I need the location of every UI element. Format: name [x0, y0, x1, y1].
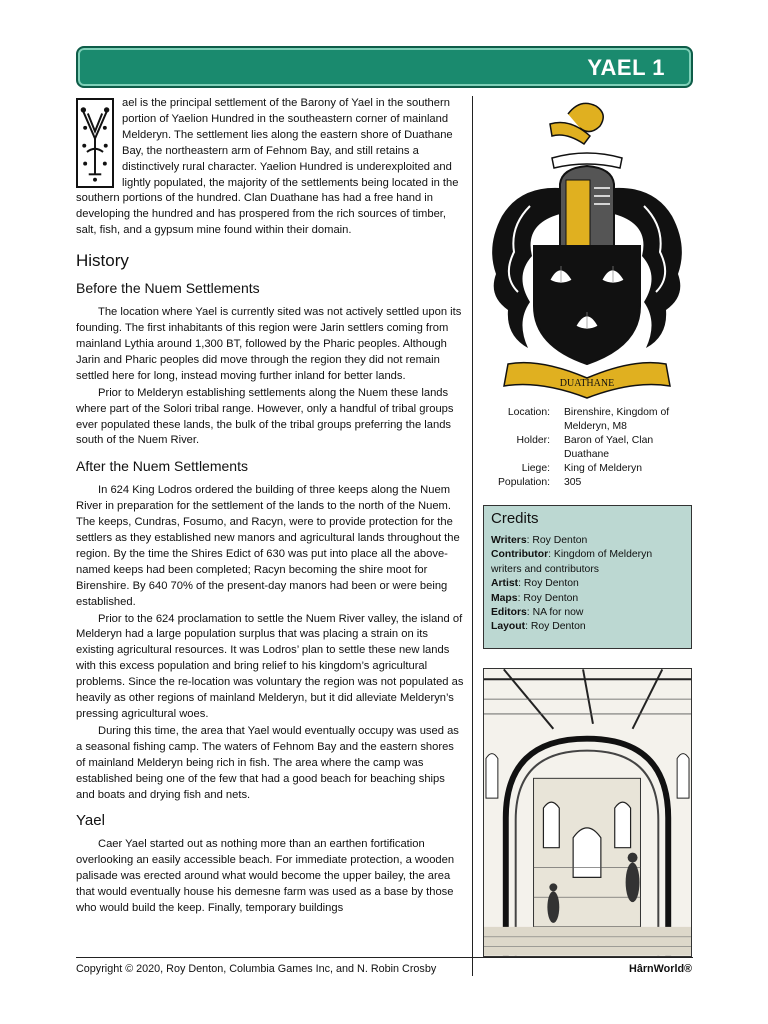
credit-line — [491, 548, 684, 577]
dropcap-y-icon — [76, 98, 114, 188]
credit-label: Editors — [491, 607, 527, 619]
yael-paragraph-1: Caer Yael started out as nothing more than an earthen fortification overlooking an easily accessible beach. For immediate protection, a wooden palisade was erected around what would become the upper bailey, the area that would eventually house his demesne farm was used as a base by those who would build the keep. Finally, temporary buildings — [76, 838, 455, 915]
credit-line — [491, 606, 684, 620]
footer-divider — [472, 957, 473, 973]
credit-label: Writers — [491, 535, 527, 546]
credit-value: : Kingdom of Melderyn writers and contributors — [491, 549, 653, 575]
info-key: Population: — [498, 477, 550, 488]
hall-interior-illustration — [483, 668, 692, 957]
after-paragraph-1: In 624 King Lodros ordered the building of three keeps along the Nuem River in preparation for the settlement of the lands to the north of the Nuem. The keeps, Cundras, Fosumo, and Racyn, were to provide protection for the settlers as they established new manors and agricultural lands throughout the region. By the time the Shires Edict of 630 was put into place all the above-named keeps had been completed; Racyn becoming the shire moot for Birenshire. By 640 70% of the present-day manors had been or were being established. — [76, 484, 460, 608]
page-title: YAEL 1 — [587, 55, 665, 80]
before-nuem-heading: Before the Nuem Settlements — [76, 280, 260, 297]
info-key: Holder: — [516, 435, 550, 446]
footer-copyright: Copyright © 2020, Roy Denton, Columbia Games Inc, and N. Robin Crosby — [76, 963, 437, 975]
credit-label: Artist — [491, 578, 519, 590]
credit-value: : Roy Denton — [525, 621, 586, 633]
info-row-holder — [480, 434, 694, 462]
info-key: Location: — [507, 407, 550, 418]
info-value: King of Melderyn — [564, 463, 642, 474]
main-column — [76, 96, 464, 918]
credit-line — [491, 620, 684, 634]
sidebar — [480, 96, 694, 490]
credits-box — [483, 505, 692, 649]
column-divider — [472, 96, 473, 976]
before-paragraph-2: Prior to Melderyn establishing settlements along the Nuem these lands where part of the Solori tribal range. However, only a handful of tribal groups ever populated these lands, the bulk of the tribal groups preferring the lands south of the Nuem River. — [76, 386, 454, 447]
yael-heading: Yael — [76, 812, 105, 830]
credit-value: : NA for now — [526, 607, 584, 619]
credit-value: : Roy Denton — [526, 535, 588, 546]
info-row-population — [480, 476, 694, 490]
page-header-bar — [76, 46, 693, 88]
intro-paragraph: ael is the principal settlement of the Barony of Yael in the southern portion of Yaelion Hundred in the southeastern corner of mainland Melderyn. The settlement lies along the eastern shore of Duathane Bay, the northeastern arm of Fehnom Bay, and still retains a distinctively rural character. Yaelion Hundred is underexploited and lightly populated, the majority of the settlements being located in the southern portions of the hundred. Clan Duathane has had a free hand in developing the hundred and has prospered from the rich sources of timber, salt, fish, and a gypsum mine found within their domain. — [76, 97, 459, 237]
info-value: 305 — [564, 477, 582, 488]
info-row-location — [480, 406, 694, 434]
crest-motto: DUATHANE — [559, 378, 615, 389]
footer-brand: HârnWorld® — [629, 963, 692, 975]
info-value: Birenshire, Kingdom of Melderyn, M8 — [564, 407, 670, 432]
footer-rule — [76, 957, 693, 958]
credit-line — [491, 534, 684, 548]
coat-of-arms-icon — [480, 96, 694, 402]
credit-label: Maps — [491, 592, 518, 604]
credit-line — [491, 577, 684, 591]
info-row-liege — [480, 462, 694, 476]
after-paragraph-2: Prior to the 624 proclamation to settle the Nuem River valley, the island of Melderyn had a large population surplus that was placing a strain on its existing agricultural resources. It was Lodros’ plan to settle these new lands with this excess population and bring relief to his kingdom’s agricultural problems. Since the re-location was voluntary the region was not populated as heavily as other regions of mainland Melderyn, but it did alleviate Melderyn’s pressing agricultural woes. — [76, 612, 464, 720]
credit-label: Contributor — [491, 549, 549, 561]
info-value: Baron of Yael, Clan Duathane — [564, 435, 654, 460]
credits-title: Credits — [491, 510, 539, 527]
settlement-info-table — [480, 406, 694, 490]
credit-label: Layout — [491, 621, 526, 633]
credit-value: : Roy Denton — [517, 592, 579, 604]
history-heading: History — [76, 251, 129, 271]
after-nuem-heading: After the Nuem Settlements — [76, 458, 248, 475]
before-paragraph-1: The location where Yael is currently sited was not actively settled upon its founding. The first inhabitants of this region were Jarin settlers coming from mainland Lythia around 1,300 BT, followed by the Pharic peoples. Although Jarin and Pharic peoples did move through the region they did not remain settled here for long, instead moving further inland for better lands. — [76, 306, 462, 382]
after-paragraph-3: During this time, the area that Yael would eventually occupy was used as a seasonal fishing camp. The waters of Fehnom Bay and the eastern shores of mainland Melderyn being rich in fish. The area where the camp was established being one of the few that had a good beach for beaching ships and boats and drying fish and nets. — [76, 724, 459, 801]
credit-line — [491, 592, 684, 606]
credit-value: : Roy Denton — [518, 578, 579, 590]
hall-interior-icon — [484, 669, 691, 956]
info-key: Liege: — [521, 463, 550, 474]
